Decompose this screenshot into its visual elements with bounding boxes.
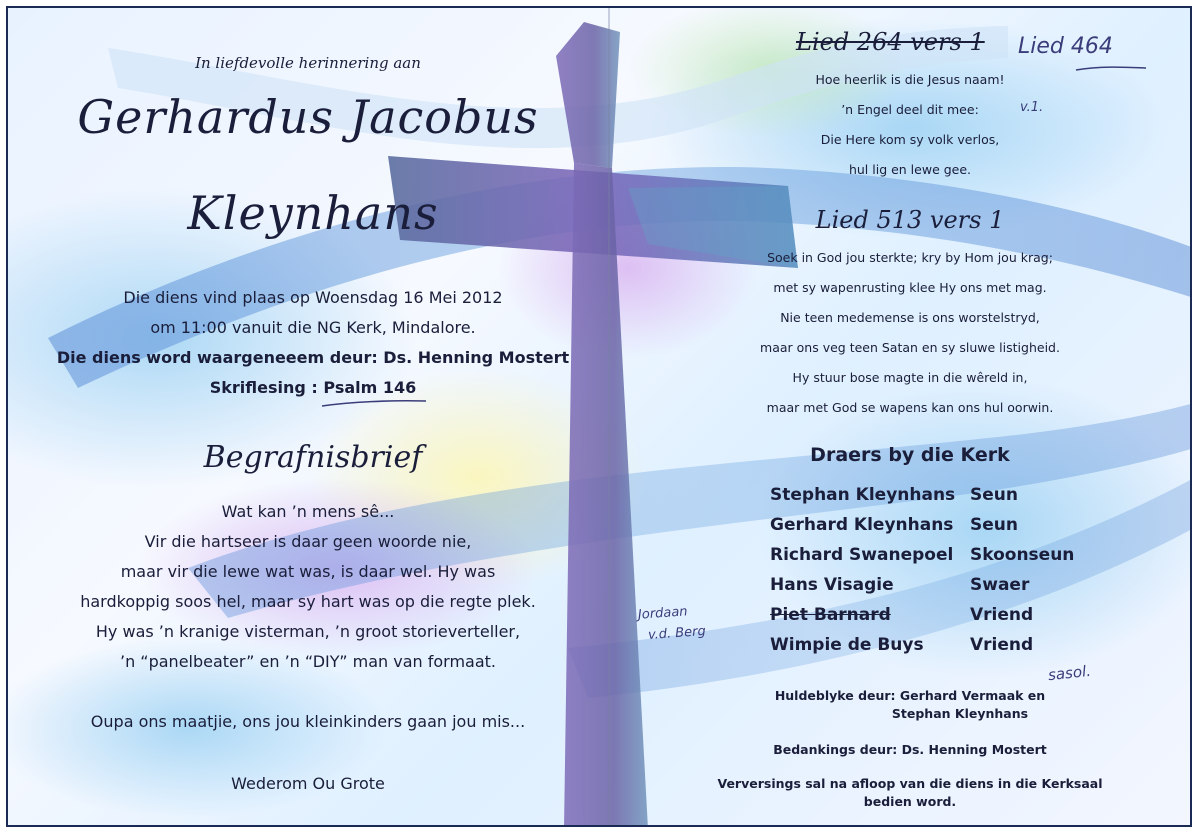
bearer-name: Hans Visagie <box>770 575 894 595</box>
bearer-name: Wimpie de Buys <box>770 635 924 655</box>
center-fold <box>608 8 610 827</box>
table-row <box>770 510 1074 540</box>
bearer-name: Richard Swanepoel <box>770 545 954 565</box>
name-line-1: Gerhardus Jacobus <box>77 90 539 144</box>
hymn2-line: maar met God se wapens kan ons hul oorwin. <box>766 400 1054 415</box>
bearer-relation: Vriend <box>970 635 1034 655</box>
service-line-2: om 11:00 vanuit die NG Kerk, Mindalore. <box>150 318 476 337</box>
bearers-table <box>770 480 1074 660</box>
bearer-hand-note: Jordaan <box>637 604 689 623</box>
table-row <box>770 600 1074 630</box>
hymn2-line: Soek in God jou sterkte; kry by Hom jou krag; <box>767 250 1053 265</box>
reading-line: Skriflesing : Psalm 146 <box>209 378 417 397</box>
officiant-line: Die diens word waargeneeem deur: Ds. Henning Mostert <box>56 348 570 367</box>
hymn1-line: Hoe heerlik is die Jesus naam! <box>815 72 1005 87</box>
name-line-2: Kleynhans <box>187 186 439 240</box>
tributes-line-2: Stephan Kleynhans <box>891 706 1029 721</box>
bearer-relation: Skoonseun <box>970 545 1075 565</box>
hymn1-line: hul lig en lewe gee. <box>848 162 972 177</box>
bearer-relation: Seun <box>970 485 1018 505</box>
letter-line: hardkoppig soos hel, maar sy hart was op die regte plek. <box>80 592 536 611</box>
handwritten-underline <box>320 396 430 410</box>
bearer-relation: Seun <box>970 515 1018 535</box>
hymn2-line: Hy stuur bose magte in die wêreld in, <box>792 370 1028 385</box>
bearer-hand-note: v.d. Berg <box>647 624 707 643</box>
hymn2-line: maar ons veg teen Satan en sy sluwe listigheid. <box>760 340 1060 355</box>
hymn1-title: Lied 264 vers 1 <box>796 28 985 56</box>
table-row <box>770 480 1074 510</box>
hymn1-hand-note: v.1. <box>1020 100 1044 115</box>
memorial-card <box>6 6 1192 827</box>
letter-line: Hy was ’n kranige visterman, ’n groot storieverteller, <box>95 622 521 641</box>
signoff-line: Wederom Ou Grote <box>231 774 385 793</box>
hymn1-line: ’n Engel deel dit mee: <box>841 102 979 117</box>
letter-line: maar vir die lewe wat was, is daar wel. Hy was <box>120 562 496 581</box>
bearer-relation: Swaer <box>970 575 1030 595</box>
letter-line: Wat kan ’n mens sê... <box>221 502 395 521</box>
tributes-line-1: Huldeblyke deur: Gerhard Vermaak en <box>774 688 1046 703</box>
hymn2-line: Nie teen medemense is ons worstelstryd, <box>780 310 1040 325</box>
hymn2-line: met sy wapenrusting klee Hy ons met mag. <box>773 280 1047 295</box>
letter-line: ’n “panelbeater” en ’n “DIY” man van formaat. <box>119 652 496 671</box>
bearers-title: Draers by die Kerk <box>810 444 1010 466</box>
table-row <box>770 540 1074 570</box>
table-row <box>770 570 1074 600</box>
bearer-name: Piet Barnard <box>770 605 891 625</box>
tributes-hand-note: sasol. <box>1047 661 1092 685</box>
hymn2-title: Lied 513 vers 1 <box>815 206 1005 234</box>
bearer-name: Gerhard Kleynhans <box>770 515 954 535</box>
bearer-relation: Vriend <box>970 605 1034 625</box>
table-row <box>770 630 1074 660</box>
hymn1-handwritten-correction: Lied 464 <box>1018 34 1113 59</box>
thanks-line: Bedankings deur: Ds. Henning Mostert <box>773 742 1047 757</box>
service-line-1: Die diens vind plaas op Woensdag 16 Mei 2012 <box>123 288 503 307</box>
letter-title: Begrafnisbrief <box>203 440 423 475</box>
intro-line: In liefdevolle herinnering aan <box>195 54 421 72</box>
closing-line: Oupa ons maatjie, ons jou kleinkinders gaan jou mis... <box>90 712 526 731</box>
bearer-name: Stephan Kleynhans <box>770 485 956 505</box>
letter-line: Vir die hartseer is daar geen woorde nie, <box>144 532 472 551</box>
refreshments-line-2: bedien word. <box>863 794 957 809</box>
hymn1-line: Die Here kom sy volk verlos, <box>820 132 1000 147</box>
refreshments-line-1: Verversings sal na afloop van die diens in die Kerksaal <box>717 776 1103 791</box>
